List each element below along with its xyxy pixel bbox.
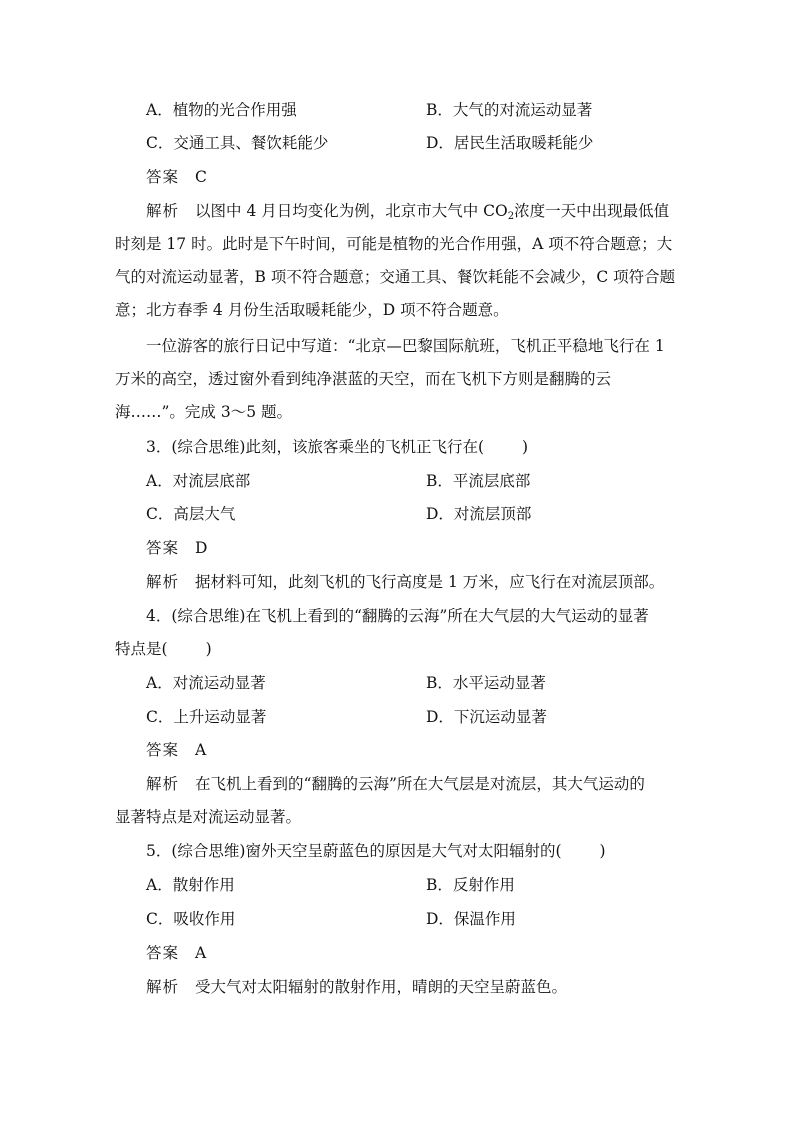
q-prev-analysis-line-3: 气的对流运动显著，B 项不符合题意；交通工具、餐饮耗能不会减少，C 项符合题 [115,268,676,286]
material-line-1: 一位游客的旅行日记中写道：“北京—巴黎国际航班，飞机正平稳地飞行在 1 [146,337,665,355]
q3-analysis [146,571,664,593]
q-prev-analysis-line-4: 意；北方春季 4 月份生活取暖耗能少，D 项不符合题意。 [115,301,509,319]
answer-value: A [195,741,207,759]
q-prev-option-a: A．植物的光合作用强 [146,101,297,119]
answer-label: 答案 [146,944,180,962]
stem-text: ) [522,438,529,456]
analysis-label: 解析 [146,775,180,793]
analysis-text: 以图中 4 月日均变化为例，北京市大气中 CO [195,202,508,220]
q4-stem-line-1: 4．(综合思维)在飞机上看到的“翻腾的云海”所在大气层的大气运动的显著 [146,607,649,625]
stem-text: 5．(综合思维)窗外天空呈蔚蓝色的原因是大气对太阳辐射的( [146,842,562,860]
q5-option-d: D．保温作用 [426,910,516,928]
q4-option-b: B．水平运动显著 [426,674,546,692]
q-prev-option-c: C．交通工具、餐饮耗能少 [146,134,329,152]
q4-option-a: A．对流运动显著 [146,674,266,692]
analysis-text: 浓度一天中出现最低值 [514,202,670,220]
q-prev-answer [146,166,207,188]
analysis-text: 受大气对太阳辐射的散射作用，晴朗的天空呈蔚蓝色。 [195,978,568,996]
answer-label: 答案 [146,741,180,759]
q4-option-d: D．下沉运动显著 [426,708,547,726]
answer-value: D [195,539,208,557]
q-prev-analysis-line-2: 时刻是 17 时。此时是下午时间，可能是植物的光合作用强，A 项不符合题意；大 [115,235,673,253]
q3-answer [146,537,207,559]
subscript: 2 [507,211,515,222]
answer-label: 答案 [146,168,180,186]
analysis-label: 解析 [146,573,180,591]
q-prev-option-d: D．居民生活取暖耗能少 [426,134,594,152]
stem-text: 3．(综合思维)此刻，该旅客乘坐的飞机正飞行在( [146,438,485,456]
analysis-text: 在飞机上看到的“翻腾的云海”所在大气层是对流层，其大气运动的 [195,775,645,793]
analysis-label: 解析 [146,978,180,996]
q5-answer [146,942,206,964]
q-prev-analysis-line-1 [146,200,669,228]
answer-label: 答案 [146,539,180,557]
q5-stem [146,840,606,862]
q5-analysis [146,976,567,998]
q4-option-c: C．上升运动显著 [146,708,267,726]
q3-stem [146,436,528,458]
material-line-2: 万米的高空，透过窗外看到纯净湛蓝的天空，而在飞机下方则是翻腾的云 [115,370,612,388]
q3-option-d: D．对流层顶部 [426,505,532,523]
q5-option-a: A．散射作用 [146,876,235,894]
q5-option-b: B．反射作用 [426,876,515,894]
q5-option-c: C．吸收作用 [146,910,236,928]
stem-text: ) [205,640,212,658]
q3-option-a: A．对流层底部 [146,472,251,490]
analysis-label: 解析 [146,202,180,220]
q4-analysis-line-1 [146,773,645,795]
answer-value: C [195,168,207,186]
q4-stem-line-2 [115,638,212,660]
stem-text: ) [599,842,606,860]
q4-analysis-line-2: 显著特点是对流运动显著。 [115,808,302,826]
stem-text: 特点是( [115,640,168,658]
q3-option-b: B．平流层底部 [426,472,531,490]
q3-option-c: C．高层大气 [146,505,236,523]
q-prev-option-b: B．大气的对流运动显著 [426,101,593,119]
material-line-3: 海……”。完成 3～5 题。 [115,403,293,421]
analysis-text: 据材料可知，此刻飞机的飞行高度是 1 万米，应飞行在对流层顶部。 [195,573,665,591]
q4-answer [146,739,206,761]
answer-value: A [195,944,207,962]
